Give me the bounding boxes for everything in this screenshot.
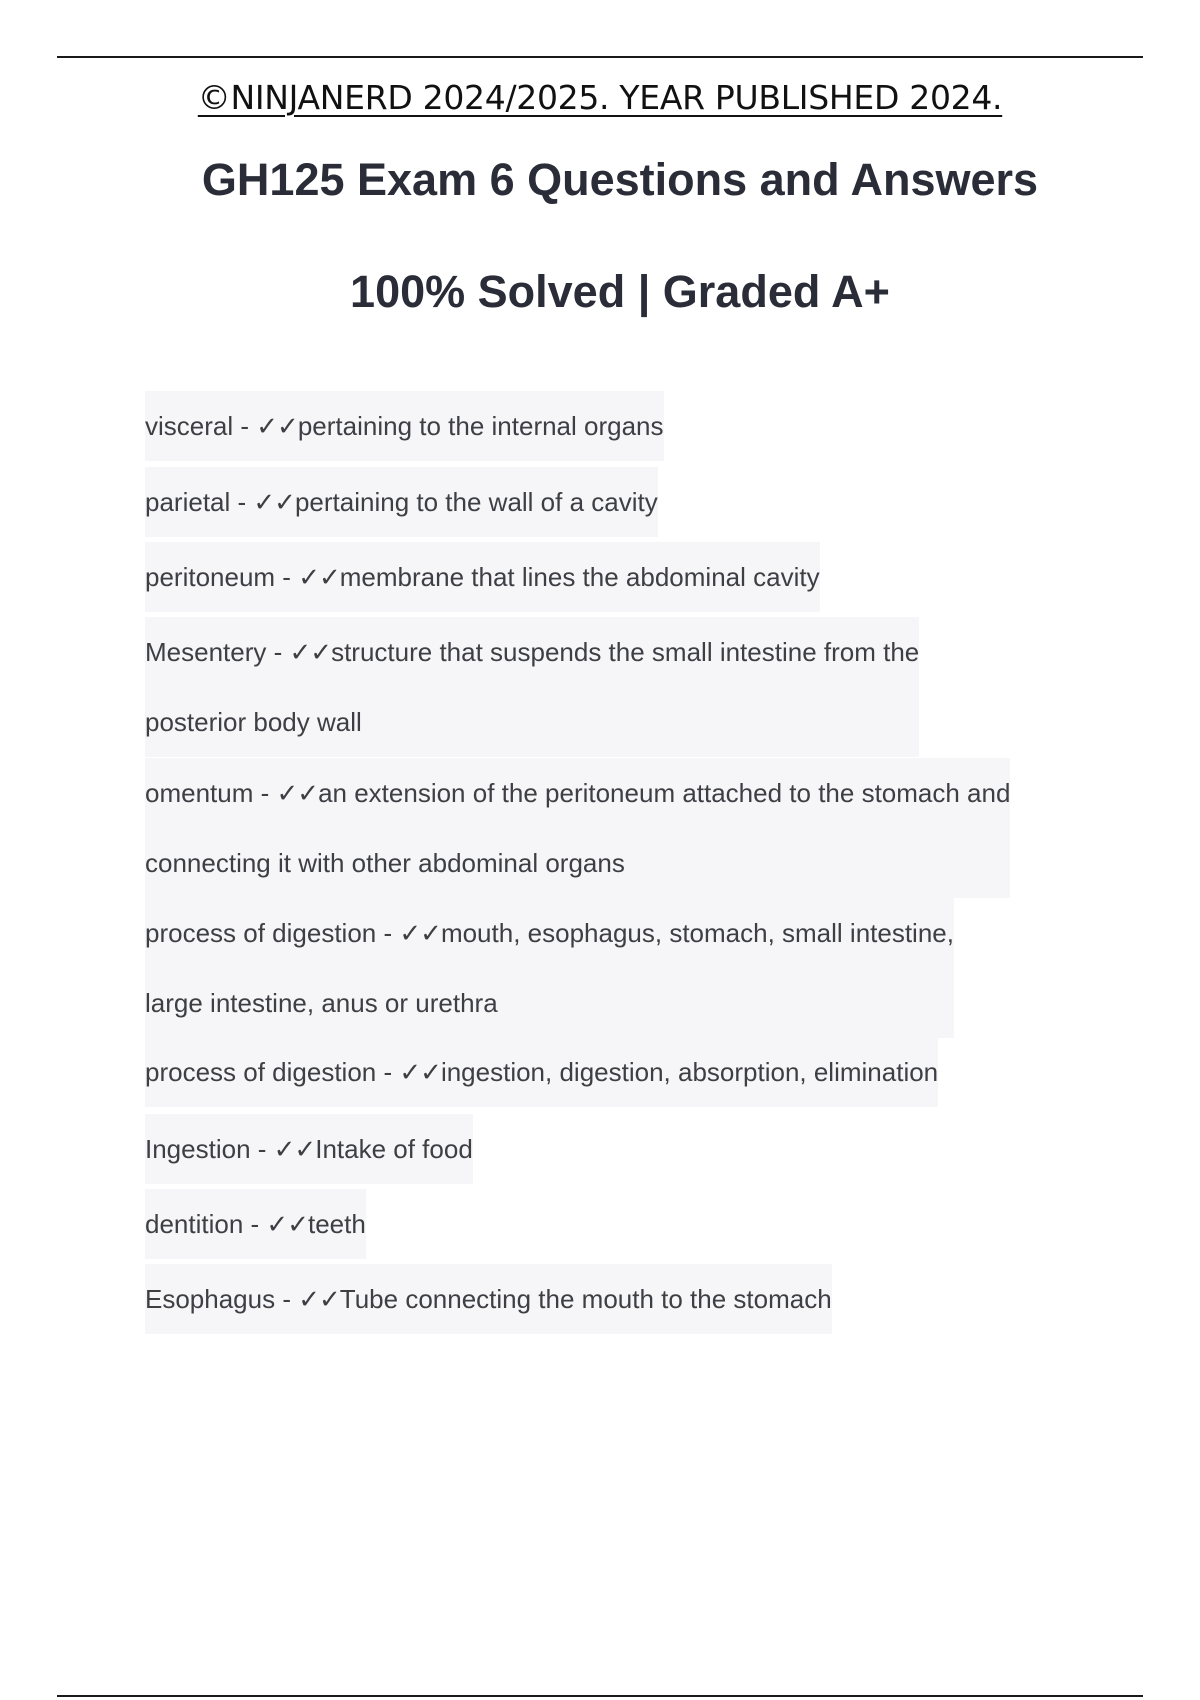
checkmark-icon: ✓✓	[289, 637, 332, 667]
entry-separator: -	[376, 1057, 400, 1087]
entry-term: visceral	[145, 411, 234, 441]
entry-separator: -	[250, 1134, 274, 1164]
flashcard-entry	[145, 1037, 938, 1107]
entry-definition: pertaining to the internal organs	[297, 411, 664, 441]
entry-definition: teeth	[308, 1209, 366, 1239]
flashcard-entry	[145, 542, 820, 612]
entry-definition: large intestine, anus or urethra	[145, 988, 498, 1018]
checkmark-icon: ✓✓	[273, 1134, 316, 1164]
entry-separator: -	[376, 918, 400, 948]
checkmark-icon: ✓✓	[399, 918, 441, 948]
entry-separator: -	[266, 637, 290, 667]
entry-term: peritoneum	[145, 562, 276, 592]
checkmark-icon: ✓✓	[276, 778, 319, 808]
entry-term: process of digestion	[145, 918, 377, 948]
entry-first-line	[145, 391, 664, 461]
entry-term: Mesentery	[145, 637, 267, 667]
flashcard-entry	[145, 1189, 366, 1259]
entry-first-line	[145, 1114, 473, 1184]
flashcard-entry	[145, 617, 919, 757]
entry-definition: an extension of the peritoneum attached to the stomach and	[318, 778, 1011, 808]
entry-term: omentum	[145, 778, 254, 808]
flashcard-entry	[145, 898, 954, 1038]
copyright-header	[0, 78, 1200, 117]
entry-term: process of digestion	[145, 1057, 377, 1087]
entry-term: dentition	[145, 1209, 244, 1239]
flashcard-entry	[145, 1264, 832, 1334]
entry-first-line	[145, 542, 820, 612]
flashcard-entry	[145, 391, 664, 461]
checkmark-icon: ✓✓	[256, 411, 298, 441]
entry-separator: -	[275, 562, 299, 592]
entry-separator: -	[230, 487, 254, 517]
entry-separator: -	[253, 778, 277, 808]
entry-definition: pertaining to the wall of a cavity	[294, 487, 658, 517]
entry-separator: -	[275, 1284, 299, 1314]
entry-definition: structure that suspends the small intestine from the	[331, 637, 920, 667]
entry-definition: posterior body wall	[145, 707, 362, 737]
entry-definition: connecting it with other abdominal organs	[145, 848, 625, 878]
flashcard-entry	[145, 758, 1010, 898]
flashcard-entry	[145, 1114, 473, 1184]
entry-definition: mouth, esophagus, stomach, small intestine,	[440, 918, 954, 948]
entry-first-line	[145, 1189, 366, 1259]
entry-term: Esophagus	[145, 1284, 276, 1314]
entry-term: parietal	[145, 487, 231, 517]
top-rule	[57, 56, 1143, 58]
entry-first-line	[145, 898, 954, 968]
copyright-text: ©NINJANERD 2024/2025. YEAR PUBLISHED 2024.	[197, 78, 1003, 117]
checkmark-icon: ✓✓	[298, 1284, 340, 1314]
entry-first-line	[145, 467, 658, 537]
checkmark-icon: ✓✓	[266, 1209, 308, 1239]
entry-continuation-line	[145, 687, 919, 757]
entry-continuation-line	[145, 828, 1010, 898]
entry-first-line	[145, 1037, 938, 1107]
entry-first-line	[145, 758, 1010, 828]
checkmark-icon: ✓✓	[253, 487, 295, 517]
document-subtitle: 100% Solved | Graded A+	[350, 266, 890, 317]
entry-separator: -	[233, 411, 257, 441]
flashcard-entry	[145, 467, 658, 537]
entry-continuation-line	[145, 968, 954, 1038]
bottom-rule	[57, 1695, 1143, 1697]
document-title: GH125 Exam 6 Questions and Answers	[201, 154, 1039, 205]
entry-definition: ingestion, digestion, absorption, elimination	[440, 1057, 939, 1087]
checkmark-icon: ✓✓	[298, 562, 340, 592]
entry-first-line	[145, 1264, 832, 1334]
entry-term: Ingestion	[145, 1134, 251, 1164]
entry-definition: Intake of food	[315, 1134, 473, 1164]
checkmark-icon: ✓✓	[399, 1057, 441, 1087]
entry-definition: membrane that lines the abdominal cavity	[339, 562, 820, 592]
entry-separator: -	[243, 1209, 267, 1239]
entry-first-line	[145, 617, 919, 687]
entry-definition: Tube connecting the mouth to the stomach	[339, 1284, 832, 1314]
